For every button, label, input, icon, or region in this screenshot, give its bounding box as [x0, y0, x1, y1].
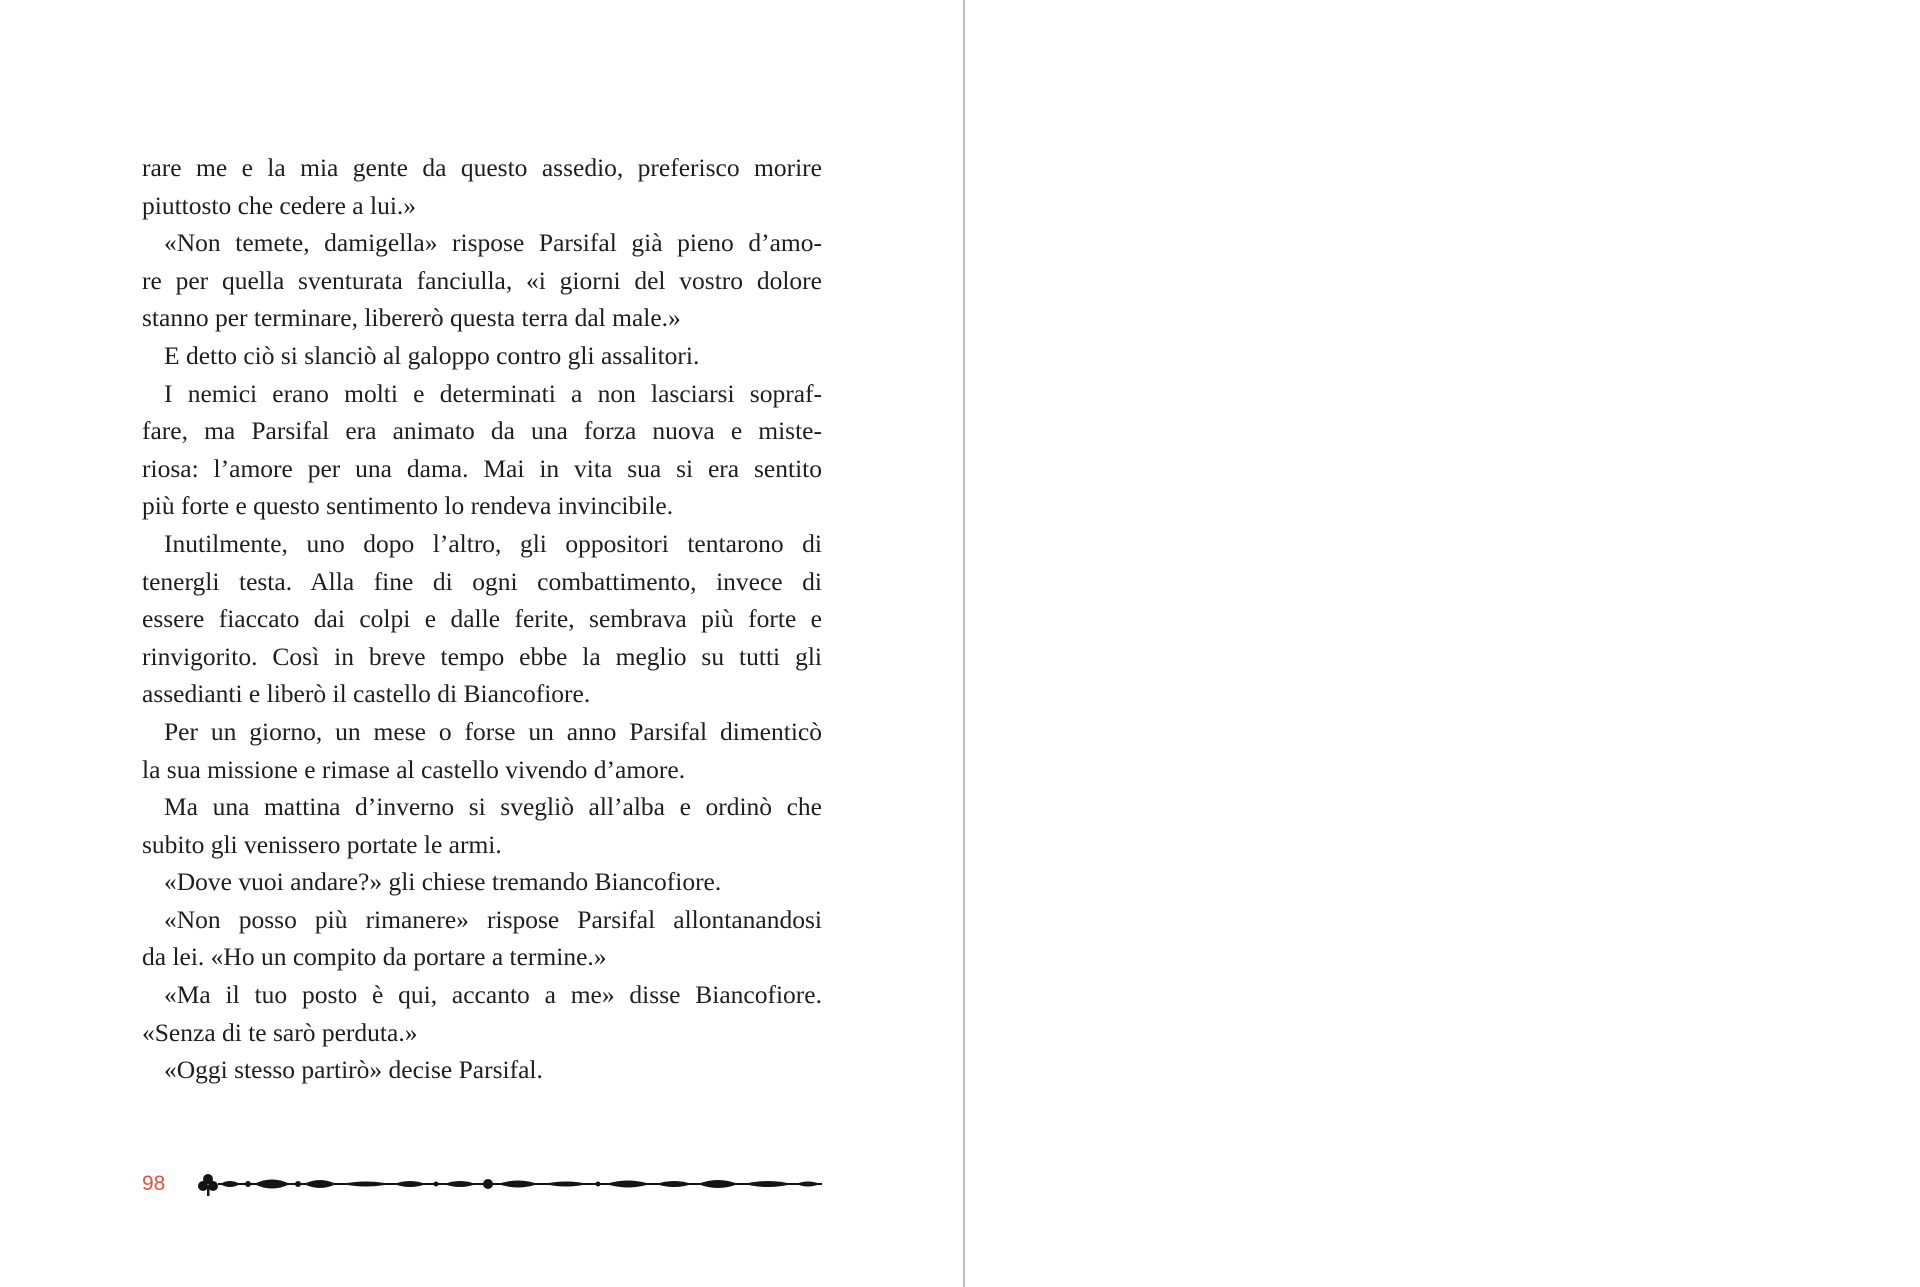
text-line: fare, ma Parsifal era animato da una forza nuova e miste- — [142, 416, 822, 446]
ornament-divider — [198, 1170, 823, 1198]
text-line: I nemici erano molti e determinati a non lasciarsi sopraf- — [164, 378, 822, 408]
text-line: Inutilmente, uno dopo l’altro, gli oppositori tentarono di — [164, 528, 822, 558]
text-line: da lei. «Ho un compito da portare a termine.» — [142, 942, 607, 972]
text-line: re per quella sventurata fanciulla, «i giorni del vostro dolore — [142, 265, 822, 295]
text-line: «Senza di te sarò perduta.» — [142, 1017, 418, 1047]
text-line: E detto ciò si slanciò al galoppo contro gli assalitori. — [164, 340, 700, 370]
text-line: più forte e questo sentimento lo rendeva invincibile. — [142, 491, 674, 521]
text-line: «Oggi stesso partirò» decise Parsifal. — [164, 1055, 543, 1085]
text-line: «Dove vuoi andare?» gli chiese tremando Biancofiore. — [164, 867, 722, 897]
right-page — [965, 0, 1920, 1287]
text-line: rinvigorito. Così in breve tempo ebbe la meglio su tutti gli — [142, 641, 822, 671]
text-line: la sua missione e rimase al castello vivendo d’amore. — [142, 754, 686, 784]
text-line: «Ma il tuo posto è qui, accanto a me» disse Biancofiore. — [164, 980, 822, 1010]
text-line: essere fiaccato dai colpi e dalle ferite, sembrava più forte e — [142, 604, 822, 634]
text-line: «Non temete, damigella» rispose Parsifal già pieno d’amo- — [164, 228, 822, 258]
body-text — [142, 149, 822, 1089]
text-line: riosa: l’amore per una dama. Mai in vita sua si era sentito — [142, 453, 822, 483]
text-line: «Non posso più rimanere» rispose Parsifal allontanandosi — [164, 904, 822, 934]
text-line: Per un giorno, un mese o forse un anno Parsifal dimenticò — [164, 716, 822, 746]
text-line: piuttosto che cedere a lui.» — [142, 190, 417, 220]
text-line: assedianti e liberò il castello di Biancofiore. — [142, 679, 591, 709]
page-number: 98 — [142, 1172, 166, 1195]
text-line: tenergli testa. Alla fine di ogni combattimento, invece di — [142, 566, 822, 596]
text-line: Ma una mattina d’inverno si svegliò all’alba e ordinò che — [164, 792, 822, 822]
text-line: stanno per terminare, libererò questa terra dal male.» — [142, 303, 681, 333]
text-line: subito gli venissero portate le armi. — [142, 829, 502, 859]
text-line: rare me e la mia gente da questo assedio, preferisco morire — [142, 153, 822, 182]
